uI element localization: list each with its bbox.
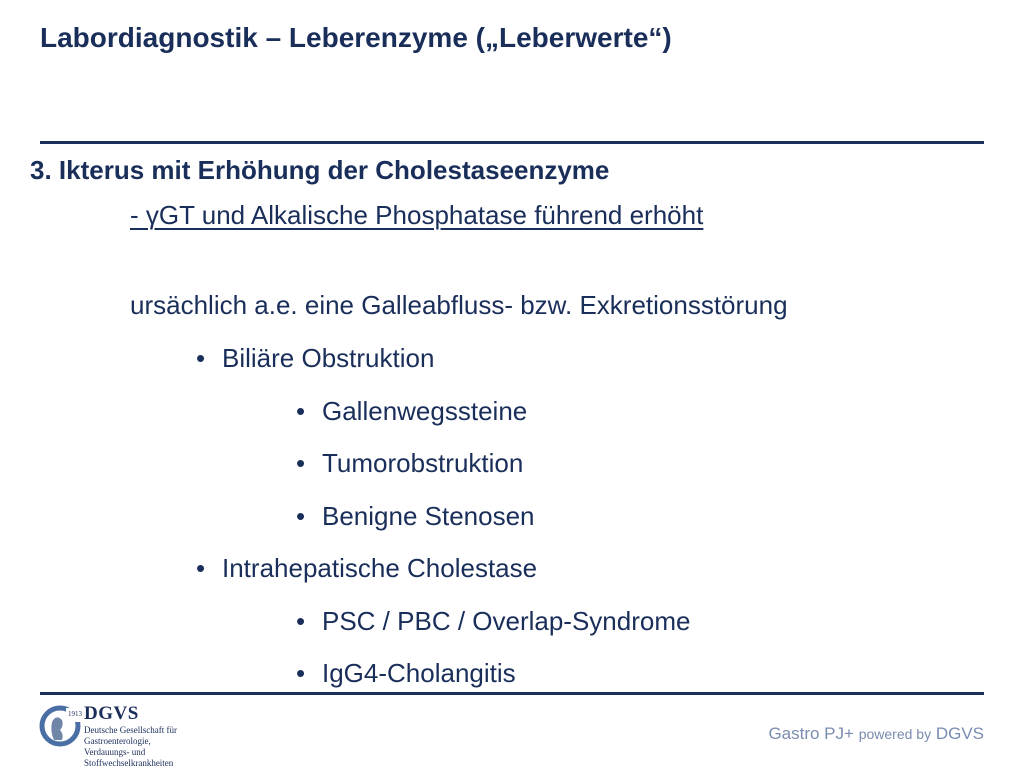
bullet-item: [296, 501, 535, 532]
bullet-item: [296, 606, 690, 637]
slide-title: Labordiagnostik – Leberenzyme („Leberwerte“): [40, 22, 672, 53]
section-subheading: - γGT und Alkalische Phosphatase führend erhöht: [130, 200, 704, 230]
bullet-item: [196, 343, 434, 374]
logo-year: 1913: [68, 710, 82, 718]
bullet-text: Benigne Stenosen: [322, 501, 535, 531]
bullet-marker: •: [196, 343, 206, 373]
section-heading: 3. Ikterus mit Erhöhung der Cholestaseenzyme: [30, 155, 610, 185]
bullet-text: Intrahepatische Cholestase: [222, 553, 538, 583]
bullet-item: [196, 553, 537, 584]
title-divider: [40, 141, 984, 144]
bullet-marker: •: [296, 606, 306, 636]
logo-line: Verdauungs- und: [84, 747, 146, 757]
bullet-text: Gallenwegssteine: [322, 396, 528, 426]
bullet-item: [296, 448, 523, 479]
logo-name: DGVS: [84, 703, 139, 724]
bullet-item: [296, 396, 527, 427]
footer-divider: [40, 692, 984, 695]
bullet-text: Biliäre Obstruktion: [222, 343, 435, 373]
bullet-marker: •: [296, 448, 306, 478]
footer-powered: powered by: [858, 726, 932, 742]
cause-text: ursächlich a.e. eine Galleabfluss- bzw. Exkretionsstörung: [130, 290, 788, 320]
bullet-text: IgG4-Cholangitis: [322, 658, 516, 688]
bullet-marker: •: [296, 658, 306, 688]
bullet-marker: •: [196, 553, 206, 583]
bullet-marker: •: [296, 396, 306, 426]
footer-org: DGVS: [935, 724, 984, 743]
bullet-text: PSC / PBC / Overlap-Syndrome: [322, 606, 691, 636]
bullet-item: [296, 658, 516, 689]
footer-brand-name: Gastro PJ+: [768, 724, 854, 743]
logo-text: [84, 703, 177, 769]
bullet-marker: •: [296, 501, 306, 531]
footer-brand: [768, 724, 984, 744]
bullet-text: Tumorobstruktion: [322, 448, 524, 478]
logo-line: Stoffwechselkrankheiten: [84, 758, 174, 768]
logo-line: Deutsche Gesellschaft für: [84, 725, 177, 735]
logo-line: Gastroenterologie,: [84, 736, 151, 746]
